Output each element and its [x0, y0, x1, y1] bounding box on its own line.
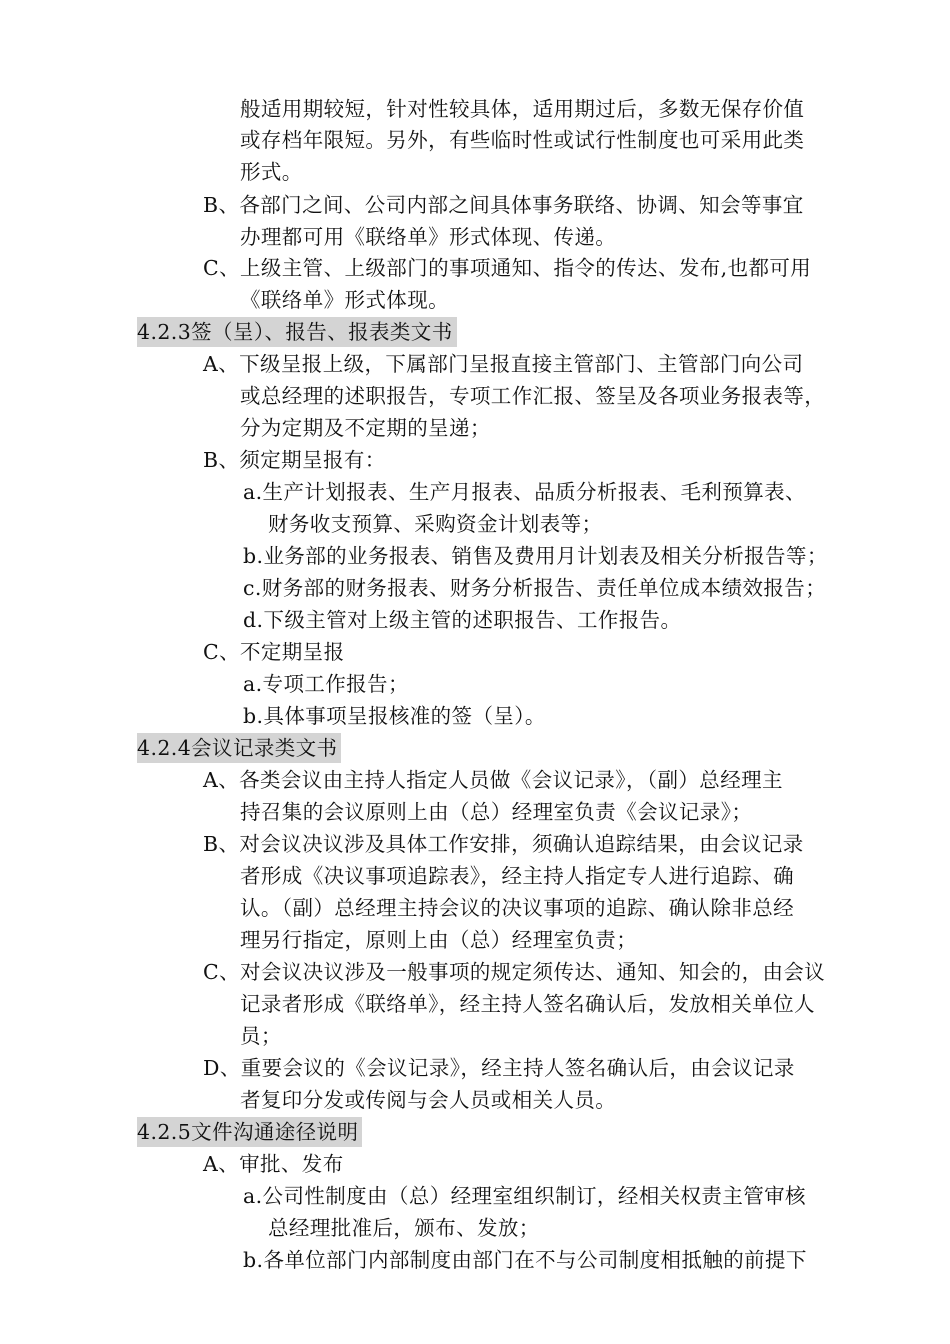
list-item-b: B、各部门之间、公司内部之间具体事务联络、协调、知会等事宜: [203, 193, 804, 217]
list-item-a: A、审批、发布: [203, 1152, 344, 1176]
list-item-a-cont: 或总经理的述职报告，专项工作汇报、签呈及各项业务报表等，: [240, 384, 826, 408]
list-item-b: B、对会议决议涉及具体工作安排，须确认追踪结果，由会议记录: [203, 832, 804, 856]
sub-item: a.专项工作报告；: [243, 672, 409, 696]
list-item-a: A、下级呈报上级，下属部门呈报直接主管部门、主管部门向公司: [203, 352, 804, 376]
list-item-a-cont: 分为定期及不定期的呈递；: [240, 416, 491, 440]
list-item-b-cont: 办理都可用《联络单》形式体现、传递。: [240, 225, 617, 249]
list-item-c: C、上级主管、上级部门的事项通知、指令的传达、发布,也都可用: [203, 256, 812, 280]
paragraph-line: 般适用期较短，针对性较具体，适用期过后，多数无保存价值: [240, 97, 805, 121]
section-heading-4-2-5: 4.2.5文件沟通途径说明: [137, 1117, 362, 1147]
sub-item: b.业务部的业务报表、销售及费用月计划表及相关分析报告等；: [243, 544, 828, 568]
sub-item: a.生产计划报表、生产月报表、品质分析报表、毛利预算表、: [243, 480, 806, 504]
list-item-c-cont: 员；: [240, 1024, 282, 1048]
list-item-b: B、须定期呈报有：: [203, 448, 386, 472]
list-item-a: A、各类会议由主持人指定人员做《会议记录》，（副）总经理主: [203, 768, 783, 792]
sub-item-cont: 财务收支预算、采购资金计划表等；: [268, 512, 603, 536]
list-item-c: C、对会议决议涉及一般事项的规定须传达、通知、知会的，由会议: [203, 960, 826, 984]
sub-item: c.财务部的财务报表、财务分析报告、责任单位成本绩效报告；: [243, 576, 827, 600]
paragraph-line: 形式。: [240, 160, 303, 184]
sub-item: b.具体事项呈报核准的签（呈）。: [243, 704, 546, 728]
list-item-b-cont: 理另行指定，原则上由（总）经理室负责；: [240, 928, 638, 952]
section-heading-4-2-3: 4.2.3签（呈）、报告、报表类文书: [137, 317, 457, 347]
list-item-c-cont: 《联络单》形式体现。: [240, 288, 449, 312]
list-item-b-cont: 者形成《决议事项追踪表》，经主持人指定专人进行追踪、确: [240, 864, 795, 888]
paragraph-line: 或存档年限短。另外，有些临时性或试行性制度也可采用此类: [240, 128, 805, 152]
sub-item: a.公司性制度由（总）经理室组织制订，经相关权责主管审核: [243, 1184, 806, 1208]
list-item-d: D、重要会议的《会议记录》，经主持人签名确认后，由会议记录: [203, 1056, 795, 1080]
list-item-d-cont: 者复印分发或传阅与会人员或相关人员。: [240, 1088, 617, 1112]
list-item-c: C、不定期呈报: [203, 640, 345, 664]
list-item-c-cont: 记录者形成《联络单》，经主持人签名确认后，发放相关单位人: [240, 992, 815, 1016]
list-item-b-cont: 认。（副）总经理主持会议的决议事项的追踪、确认除非总经: [240, 896, 795, 920]
sub-item: d.下级主管对上级主管的述职报告、工作报告。: [243, 608, 682, 632]
sub-item: b.各单位部门内部制度由部门在不与公司制度相抵触的前提下: [243, 1248, 807, 1272]
sub-item-cont: 总经理批准后，颁布、发放；: [268, 1216, 540, 1240]
section-heading-4-2-4: 4.2.4会议记录类文书: [137, 733, 341, 763]
list-item-a-cont: 持召集的会议原则上由（总）经理室负责《会议记录》；: [240, 800, 753, 824]
